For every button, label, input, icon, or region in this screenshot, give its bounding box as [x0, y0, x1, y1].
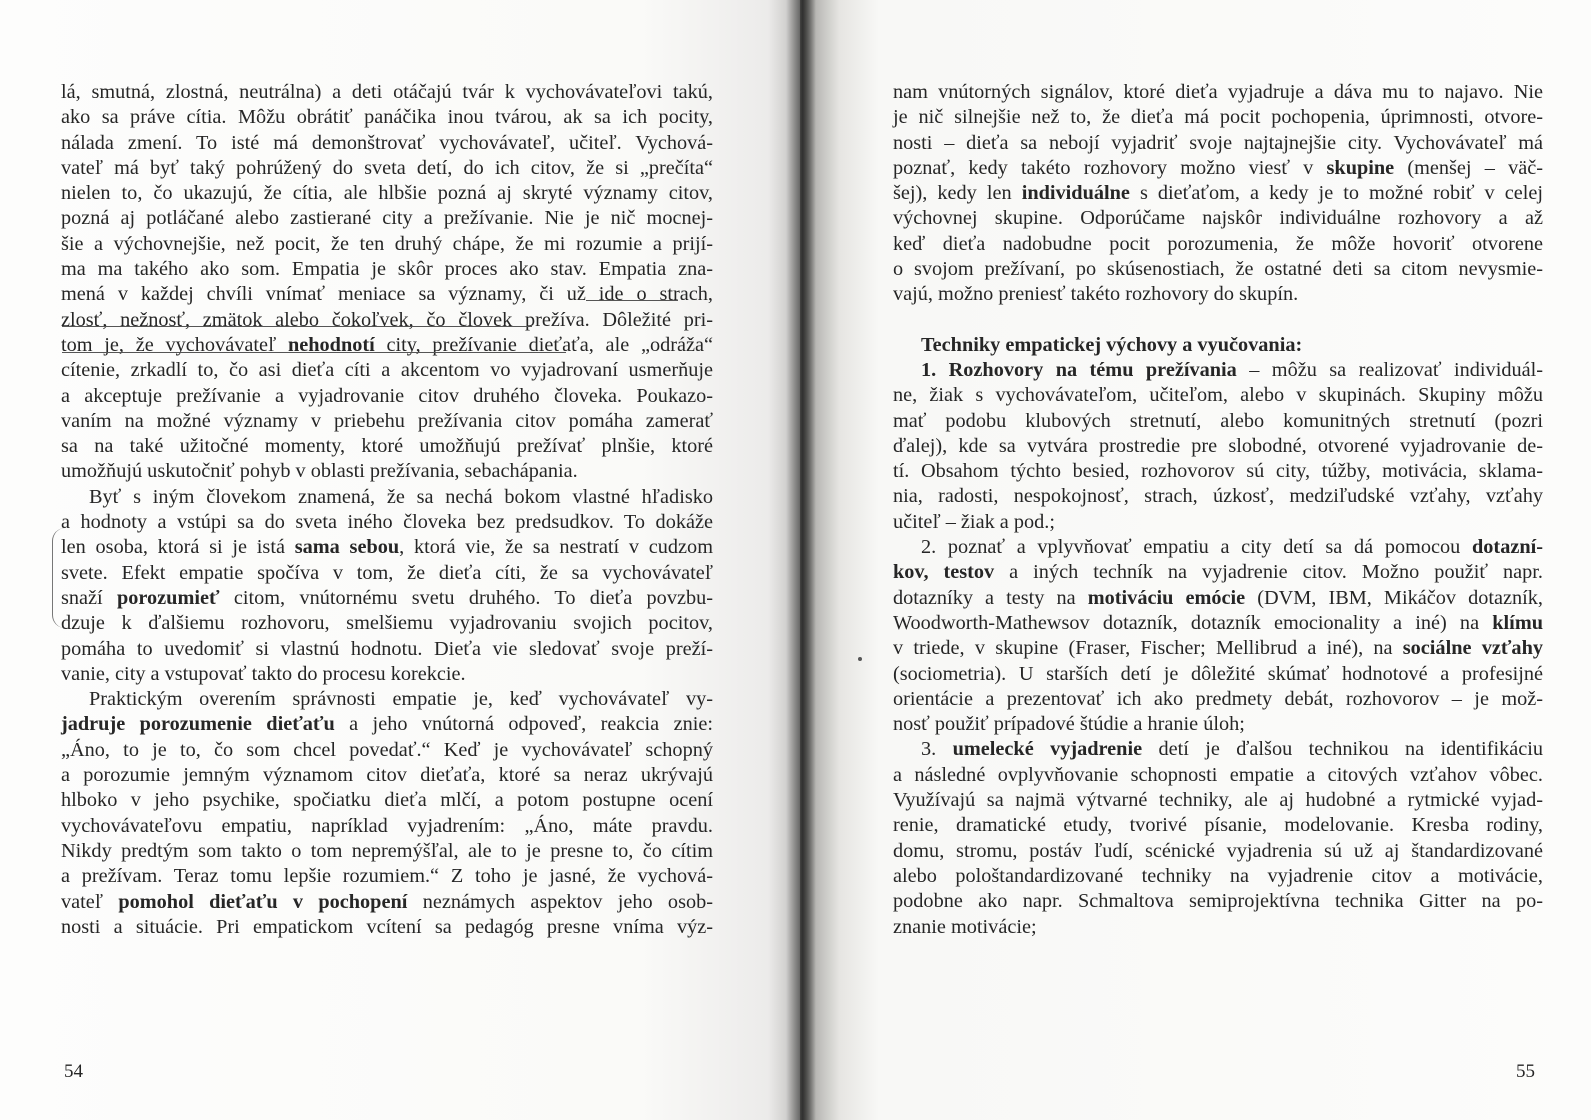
text-line — [893, 181, 1543, 206]
text-line: hlboko v jeho psychike, spočiatku dieťa mlčí, a potom postupne ocení — [61, 789, 713, 812]
text-run: neznámych aspektov jeho osob- — [407, 890, 714, 913]
bold-term: skupine — [1326, 156, 1395, 179]
text-run: detí je ďalšou technikou na identifikáciu — [1142, 738, 1544, 761]
text-run: citom, vnútornému svetu druhého. To dieťa povzbu- — [219, 586, 713, 609]
text-line: nielen to, čo ukazujú, že cítia, ale hlbšie pozná aj skryté významy citov, — [61, 182, 713, 205]
text-line: podobne ako napr. Schmaltova semiprojektívna technika Gitter na po- — [893, 890, 1543, 913]
text-line: nam vnútorných signálov, ktoré dieťa vyjadruje a dáva mu to najavo. Nie — [893, 81, 1543, 103]
text-run: poznať, kedy takéto rozhovory možno viesť v — [893, 156, 1327, 179]
text-line: nosť použiť prípadové štúdie a hranie úloh; — [893, 713, 1245, 736]
text-line: ne, žiak s vychovávateľom, učiteľom, alebo v skupinách. Skupiny môžu — [893, 384, 1543, 407]
text-line: dzuje k ďalšiemu rozhovoru, smelšiemu vyjadrovaniu svojich pocitov, — [61, 612, 713, 635]
text-line — [61, 333, 713, 358]
text-line: výchovnej skupine. Odporúčame najskôr individuálne rozhovory a až — [893, 207, 1543, 230]
text-line — [893, 737, 1543, 762]
text-line: ďalej), kde sa vytvára prostredie pre slobodné, otvorené vyjadrovanie de- — [893, 434, 1543, 457]
text-line: cítenie, zrkadlí to, čo asi dieťa cíti a akcentom vo vyjadrovaní usmerňuje — [61, 359, 713, 382]
bold-term: nehodnotí — [287, 333, 375, 356]
bold-term: 1. Rozhovory na tému prežívania — [921, 358, 1237, 381]
text-run: Woodworth-Mathewsov dotazník, dotazník emocionality a iné) na — [893, 611, 1493, 634]
page-number: 55 — [1516, 1061, 1535, 1082]
pencil-underline — [62, 326, 532, 327]
text-line — [893, 586, 1543, 611]
text-line: alebo pološtandardizované techniky na vyjadrenie citov a motivácie, — [893, 864, 1543, 887]
text-line — [61, 586, 713, 611]
text-line: nosti – dieťa sa nebojí vyjadriť svoje najtajnejšie city. Vychovávateľ má — [893, 131, 1543, 154]
text-run: s dieťaťom, a kedy je to možné robiť v celej — [1129, 182, 1543, 205]
text-line — [61, 712, 713, 737]
bold-term: umelecké vyjadrenie — [952, 738, 1143, 761]
text-line: nálada zmení. To isté má demonštrovať vychovávateľ, učiteľ. Vychová- — [61, 131, 713, 154]
text-line: svete. Efekt empatie spočíva v tom, že dieťa cíti, že sa vychovávateľ — [61, 561, 713, 584]
bold-term: sama sebou — [294, 536, 400, 559]
text-line: renie, dramatické etudy, tvorivé písanie, modelovanie. Kresba rodiny, — [893, 814, 1543, 837]
section-heading: Techniky empatickej výchovy a vyučovania: — [921, 333, 1303, 356]
text-run: v triede, v skupine (Fraser, Fischer; Mellibrud a iné), na — [893, 637, 1403, 660]
text-run: , ktorá vie, že sa nestratí v cudzom — [399, 536, 713, 559]
text-line: „Áno, to je to, čo som chcel povedať.“ Keď je vychovávateľ schopný — [61, 738, 713, 761]
text-line — [893, 636, 1543, 661]
text-line: a akceptuje prežívanie a vyjadrovanie citov druhého človeka. Poukazo- — [61, 384, 713, 407]
text-line — [61, 890, 713, 915]
pencil-dot — [858, 657, 862, 661]
text-line: učiteľ – žiak a pod.; — [893, 510, 1055, 533]
bold-term: dotazní- — [1472, 536, 1543, 559]
text-line: Byť s iným človekom znamená, že sa nechá bokom vlastné hľadisko — [89, 485, 713, 508]
bold-term: individuálne — [1021, 182, 1130, 205]
text-line — [893, 611, 1543, 636]
text-run: tom je, že vychovávateľ — [61, 333, 288, 356]
text-line: nosti a situácie. Pri empatickom vcítení sa pedagóg presne vníma výz- — [61, 915, 713, 938]
right-page — [800, 0, 1591, 1120]
text-line: Využívajú sa najmä výtvarné techniky, ale aj hudobné a rytmické vyjad- — [893, 789, 1543, 812]
text-line: umožňujú uskutočniť pohyb v oblasti prežívania, sebachápania. — [61, 460, 578, 483]
text-line: lá, smutná, zlostná, neutrálna) a deti otáčajú tvár k vychovávateľovi takú, — [61, 81, 713, 103]
text-line — [61, 535, 713, 560]
text-line: je nič silnejšie než to, že dieťa má pocit pochopenia, úprimnosti, otvore- — [893, 106, 1543, 129]
text-line: o svojom prežívaní, po skúsenostiach, že ostatné deti sa citom nevysmie- — [893, 258, 1543, 281]
bold-term: kov, testov — [893, 561, 995, 584]
bold-term: jadruje porozumenie dieťaťu — [61, 713, 335, 736]
text-line — [893, 535, 1543, 560]
text-line: pomáha to uvedomiť si vlastnú hodnotu. Dieťa vie sledovať svoje preží- — [61, 637, 713, 660]
text-line: nia, radosti, nespokojnosť, strach, úzkosť, medziľudské vzťahy, vzťahy — [893, 485, 1543, 508]
text-line: domu, stromu, postáv ľudí, scénické vyjadrenia sú už aj štandardizované — [893, 839, 1543, 862]
bold-term: porozumieť — [116, 586, 220, 609]
text-run: (DVM, IBM, Mikáčov dotazník, — [1245, 586, 1543, 609]
text-line: vaním na možné významy v priebehu prežívania citov pomáha zamerať — [61, 409, 713, 432]
text-run: 3. — [921, 738, 953, 761]
text-line: a hodnoty a vstúpi sa do sveta iného človeka bez predsudkov. To dokáže — [61, 511, 713, 534]
text-run: – môžu sa realizovať individuál- — [1236, 358, 1543, 381]
text-line: keď dieťa nadobudne pocit porozumenia, že môže hovoriť otvorene — [893, 232, 1543, 255]
text-run: vateľ — [61, 890, 119, 913]
text-line: vychovávateľovu empatiu, napríklad vyjadrením: „Áno, máte pravdu. — [61, 814, 713, 837]
text-line: mená v každej chvíli vnímať meniace sa významy, či už ide o strach, — [61, 283, 713, 306]
text-run: city, prežívanie dieťaťa, ale „odráža“ — [374, 333, 713, 356]
text-line: (sociometria). U starších detí je dôležité skúmať hodnotové a profesijné — [893, 662, 1543, 685]
text-line: Nikdy predtým som takto o tom nepremýšľal, ale to je presne to, čo cítim — [61, 839, 713, 862]
text-line: znanie motivácie; — [893, 915, 1037, 938]
page-number: 54 — [64, 1061, 83, 1082]
text-line — [893, 560, 1543, 585]
text-run: len osoba, ktorá si je istá — [61, 536, 295, 559]
text-line: zlosť, nežnosť, zmätok alebo čokoľvek, čo človek prežíva. Dôležité pri- — [61, 308, 713, 331]
text-line — [893, 358, 1543, 383]
text-line: tí. Obsahom týchto besied, rozhovorov sú city, túžby, motivácia, sklama- — [893, 460, 1543, 483]
text-line: pozná aj potláčané alebo zastierané city a prežívanie. Nie je nič mocnej- — [61, 207, 713, 230]
bold-term: sociálne vzťahy — [1402, 637, 1543, 660]
text-line: sa na také užitočné momenty, ktoré umožňujú prežívať plnšie, ktoré — [61, 435, 713, 458]
text-line: a porozumie jemným významom citov dieťaťa, ktoré sa neraz ukrývajú — [61, 764, 713, 787]
bold-term: pomohol dieťaťu v pochopení — [118, 890, 408, 913]
pencil-underline — [586, 300, 678, 301]
text-run: snaží — [61, 586, 117, 609]
pencil-underline — [62, 352, 566, 353]
left-page-text — [61, 80, 713, 940]
text-run: (menšej – väč- — [1394, 156, 1543, 179]
text-run: šej), kedy len — [893, 182, 1022, 205]
text-line — [893, 156, 1543, 181]
text-line: vateľ má byť taký pohrúžený do sveta detí, do ich citov, že si „prečíta“ — [61, 156, 713, 179]
text-line: vajú, možno preniesť takéto rozhovory do skupín. — [893, 283, 1299, 306]
text-run: a iných techník na vyjadrenie citov. Možno použiť napr. — [994, 561, 1543, 584]
text-line: vanie, city a vstupovať takto do procesu korekcie. — [61, 662, 466, 685]
text-line: orientácie a prezentovať ich ako predmety debát, rozhovorov – je mož- — [893, 687, 1543, 710]
text-line: a následné ovplyvňovanie schopnosti empatie a citových vzťahov vôbec. — [893, 763, 1543, 786]
text-run: 2. poznať a vplyvňovať empatiu a city detí sa dá pomocou — [921, 536, 1473, 559]
text-line: šie a výchovnejšie, než pocit, že ten druhý chápe, že mi rozumie a prijí- — [61, 232, 713, 255]
bold-term: klímu — [1492, 611, 1543, 634]
book-gutter-shadow — [786, 0, 816, 1120]
right-page-text — [893, 80, 1543, 940]
text-line: ma ma takého ako som. Empatia je skôr proces ako stav. Empatia zna- — [61, 258, 713, 281]
text-run: a jeho vnútorná odpoveď, reakcia znie: — [334, 713, 713, 736]
pencil-bracket — [52, 528, 65, 628]
bold-term: motiváciu emócie — [1087, 586, 1246, 609]
text-run: dotazníky a testy na — [893, 586, 1088, 609]
text-line: mať podobu klubových stretnutí, alebo komunitných stretnutí (pozri — [893, 409, 1543, 432]
text-line: a prežívam. Teraz tomu lepšie rozumiem.“ Z toho je jasné, že vychová- — [61, 865, 713, 888]
text-line: Praktickým overením správnosti empatie je, keď vychovávateľ vy- — [89, 688, 713, 711]
text-line: ako sa práve cítia. Môžu obrátiť panáčika inou tvárou, ak sa ich pocity, — [61, 106, 713, 129]
